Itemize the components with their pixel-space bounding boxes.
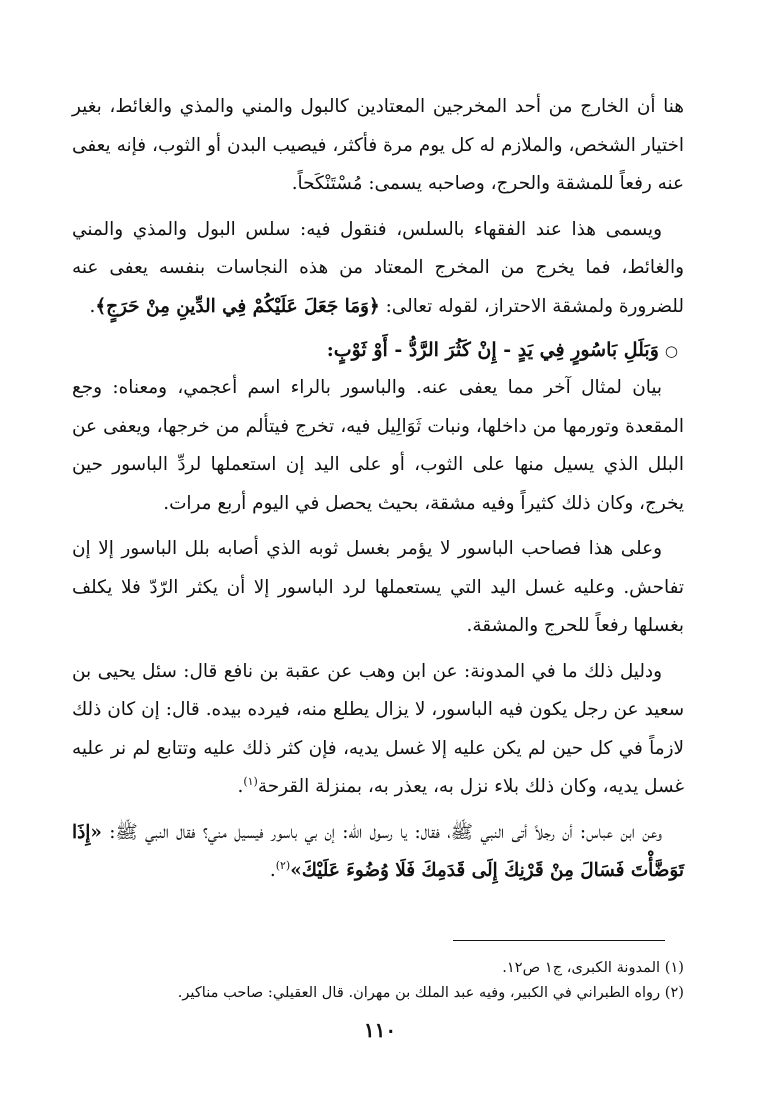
page-number: ١١٠ bbox=[363, 1018, 397, 1042]
paragraph-5 bbox=[72, 653, 684, 807]
footnote-divider bbox=[453, 940, 665, 941]
footnote-ref-1[interactable]: (١) bbox=[243, 774, 258, 788]
paragraph-6-text: وعن ابن عباس: أن رجلاً أتى النبي ﷺ، فقال: يا رسول الله: إن بي باسور فيسيل مني؟ فقال النبي ﷺ: bbox=[101, 821, 662, 843]
paragraph-2-text: ويسمى هذا عند الفقهاء بالسلس، فنقول فيه: سلس البول والمذي والمني والغائط، فما يخرج من المخرج المعتاد من هذه النجاسات بنفسه يعفى عنه للضرورة ولمشقة الاحتراز، لقوله تعالى: bbox=[72, 218, 684, 317]
page-body bbox=[72, 88, 684, 898]
paragraph-6-end: . bbox=[269, 860, 276, 881]
section-heading bbox=[72, 333, 684, 368]
paragraph-3-text: بيان لمثال آخر مما يعفى عنه. والباسور بالراء اسم أعجمي، ومعناه: وجع المقعدة وتورمها من داخلها، ونبات ثَوَالِيل فيه، تخرج فيتألم من خرجها، ويعفى عن البلل الذي يسيل منها على الثوب، أو على اليد إن استعملها لردِّ الباسور حين يخرج، وكان ذلك كثيراً وفيه مشقة، بحيث يحصل في اليوم أربع مرات. bbox=[72, 377, 684, 514]
section-heading-text: وَبَلَلِ بَاسُورٍ فِي يَدٍ - إِنْ كَثُرَ الرَّدُّ - أَوْ ثَوْبٍ: bbox=[326, 339, 659, 361]
paragraph-4 bbox=[72, 530, 684, 646]
footnote-ref-2[interactable]: (٢) bbox=[275, 858, 291, 872]
paragraph-5-text: ودليل ذلك ما في المدونة: عن ابن وهب عن عقبة بن نافع قال: سئل يحيى بن سعيد عن رجل يكون فيه الباسور، لا يزال يطلع منه، فيرده بيده. قال: إن كان ذلك لازماً في كل حين لم يكن عليه إلا غسل يديه، فإن كثر ذلك عليه وتتابع لم نر عليه غسل يديه، وكان ذلك بلاء نزل به، يعذر به، بمنزلة القرحة bbox=[72, 660, 684, 797]
footnote-1: (١) المدونة الكبرى، ج١ ص١٢. bbox=[502, 959, 684, 976]
paragraph-2 bbox=[72, 211, 684, 327]
hadith-quote: «إِذَا تَوَضَّأْتَ فَسَالَ مِنْ قَرْنِكَ إِلَى قَدَمِكَ فَلَا وُضُوءَ عَلَيْكَ» bbox=[72, 821, 684, 881]
paragraph-1-text: هنا أن الخارج من أحد المخرجين المعتادين كالبول والمني والمذي والغائط، بغير اختيار الشخص، والملازم له كل يوم مرة فأكثر، فيصيب البدن أو الثوب، فإنه يعفى عنه رفعاً للمشقة والحرج، وصاحبه يسمى: مُسْتَنْكَحاً. bbox=[72, 96, 684, 194]
paragraph-1 bbox=[72, 88, 684, 204]
footnote-2: (٢) رواه الطبراني في الكبير، وفيه عبد الملك بن مهران. قال العقيلي: صاحب مناكير. bbox=[177, 984, 684, 1001]
bullet-icon: ○ bbox=[664, 342, 678, 360]
footnotes bbox=[72, 955, 684, 1005]
paragraph-5-end: . bbox=[237, 776, 244, 797]
paragraph-6 bbox=[72, 814, 684, 891]
paragraph-2-end: . bbox=[89, 295, 96, 317]
paragraph-3 bbox=[72, 369, 684, 523]
quran-verse: ﴿وَمَا جَعَلَ عَلَيْكُمْ فِي الدِّينِ مِنْ حَرَجٍ﴾ bbox=[95, 295, 380, 317]
paragraph-4-text: وعلى هذا فصاحب الباسور لا يؤمر بغسل ثوبه الذي أصابه بلل الباسور إلا إن تفاحش. وعليه غسل اليد التي يستعملها لرد الباسور إلا أن يكثر الرّدّ فلا يكلف بغسلها رفعاً للحرج والمشقة. bbox=[72, 538, 684, 636]
